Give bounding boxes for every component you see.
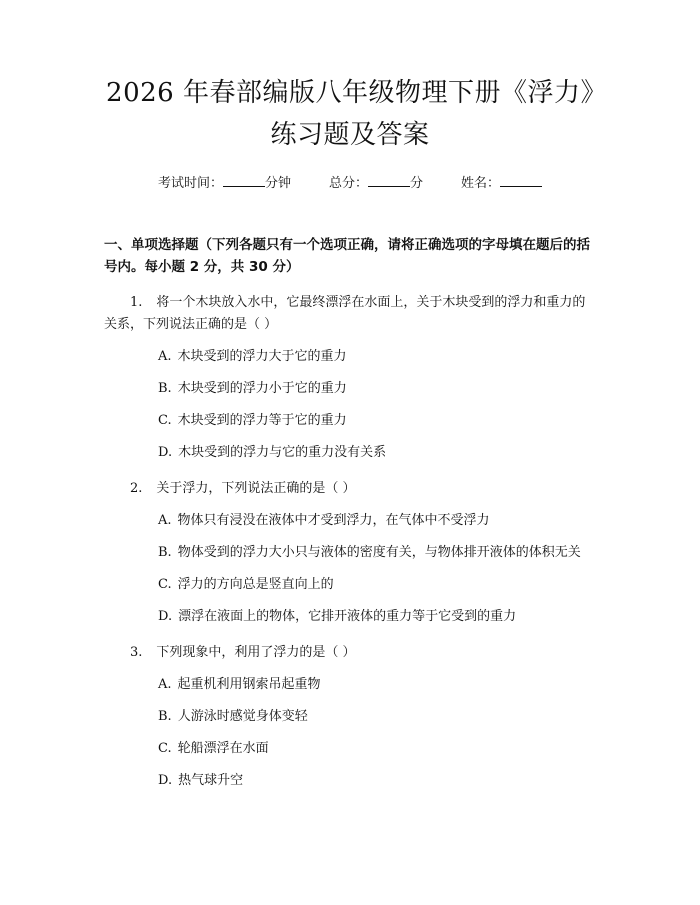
- question-stem: 关于浮力，下列说法正确的是（ ）: [156, 481, 356, 496]
- answer-option: [104, 706, 596, 728]
- option-text: 浮力的方向总是竖直向上的: [177, 577, 334, 592]
- total-score-unit: 分: [410, 176, 424, 191]
- answer-option: [104, 674, 596, 696]
- answer-option: [104, 542, 596, 564]
- option-text: 漂浮在液面上的物体，它排开液体的重力等于它受到的重力: [178, 609, 517, 624]
- total-score-label: 总分：: [328, 176, 368, 191]
- question-item: [104, 478, 596, 500]
- answer-option: [104, 510, 596, 532]
- option-text: 人游泳时感觉身体变轻: [177, 709, 308, 724]
- answer-option: [104, 410, 596, 432]
- answer-option: [104, 770, 596, 792]
- question-number: 2.: [130, 481, 143, 496]
- student-name-blank[interactable]: [500, 172, 542, 187]
- question-number: 3.: [130, 645, 143, 660]
- option-text: 木块受到的浮力小于它的重力: [177, 381, 347, 396]
- answer-option: [104, 442, 596, 464]
- student-name-label: 姓名：: [461, 176, 501, 191]
- option-letter: D.: [158, 609, 173, 624]
- option-letter: B.: [158, 709, 172, 724]
- answer-option: [104, 738, 596, 760]
- option-letter: C.: [158, 741, 172, 756]
- option-text: 木块受到的浮力等于它的重力: [177, 413, 347, 428]
- document-title: 2026 年春部编版八年级物理下册《浮力》练习题及答案: [106, 78, 594, 150]
- question-stem: 下列现象中，利用了浮力的是（ ）: [156, 645, 356, 660]
- question-stem: 将一个木块放入水中，它最终漂浮在水面上，关于木块受到的浮力和重力的关系，下列说法正确的是（ ）: [104, 295, 586, 332]
- option-text: 木块受到的浮力与它的重力没有关系: [178, 445, 387, 460]
- option-text: 木块受到的浮力大于它的重力: [177, 349, 347, 364]
- option-text: 轮船漂浮在水面: [177, 741, 269, 756]
- option-letter: C.: [158, 413, 172, 428]
- option-text: 物体只有浸没在液体中才受到浮力，在气体中不受浮力: [177, 513, 490, 528]
- exam-info-row: [104, 172, 596, 194]
- answer-option: [104, 378, 596, 400]
- option-text: 起重机利用钢索吊起重物: [177, 677, 321, 692]
- total-score-blank[interactable]: [368, 172, 410, 187]
- option-letter: A.: [158, 349, 172, 364]
- option-letter: D.: [158, 445, 173, 460]
- option-letter: C.: [158, 577, 172, 592]
- student-name-field: [461, 172, 542, 194]
- question-item: [104, 292, 596, 336]
- exam-time-field: [158, 172, 291, 194]
- answer-option: [104, 574, 596, 596]
- option-letter: D.: [158, 773, 173, 788]
- option-letter: B.: [158, 545, 172, 560]
- exam-time-unit: 分钟: [264, 176, 291, 191]
- section-heading: 一、单项选择题（下列各题只有一个选项正确，请将正确选项的字母填在题后的括号内。每小题 2 分，共 30 分）: [104, 237, 590, 275]
- question-number: 1.: [130, 295, 143, 310]
- exam-time-blank[interactable]: [223, 172, 265, 187]
- option-letter: B.: [158, 381, 172, 396]
- option-letter: A.: [158, 677, 172, 692]
- exam-time-label: 考试时间：: [157, 176, 223, 191]
- option-text: 热气球升空: [178, 773, 244, 788]
- option-letter: A.: [158, 513, 172, 528]
- answer-option: [104, 346, 596, 368]
- question-item: [104, 642, 596, 664]
- answer-option: [104, 606, 596, 628]
- total-score-field: [329, 172, 423, 194]
- option-text: 物体受到的浮力大小只与液体的密度有关，与物体排开液体的体积无关: [177, 545, 581, 560]
